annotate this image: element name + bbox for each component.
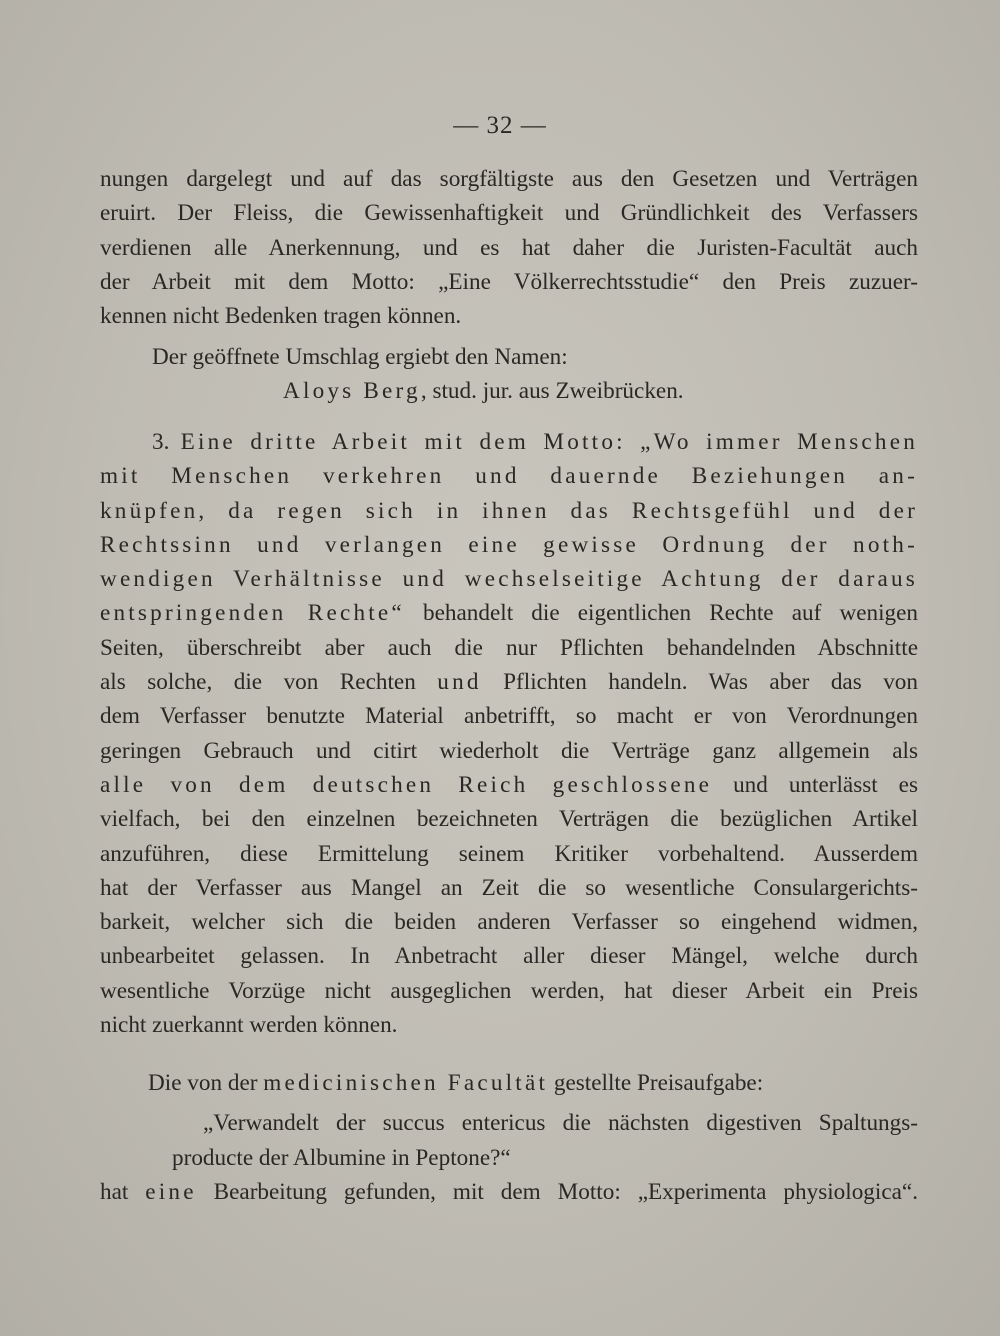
paragraph-4	[100, 1066, 918, 1209]
quote-line: producte der Albumine in Peptone?“	[172, 1144, 511, 1171]
text-segment-spaced: knüpfen, da regen sich in ihnen das Rechtsgefühl und der	[100, 497, 918, 524]
text-line	[100, 562, 918, 596]
text-segment: hat der Verfasser aus Mangel an Zeit die so wesentliche Consulargerichts-	[100, 874, 918, 901]
text-line	[100, 1175, 918, 1209]
text-segment: Die von der	[148, 1070, 264, 1096]
text-line	[100, 974, 918, 1008]
text-segment-spaced: eine	[145, 1178, 197, 1205]
text-line	[100, 459, 918, 493]
text-segment: als solche, die von Rechten	[100, 669, 438, 696]
text-segment: barkeit, welcher sich die beiden anderen Verfasser so eingehend widmen,	[100, 909, 918, 936]
text-segment: unbearbeitet gelassen. In Anbetracht aller dieser Mängel, welche durch	[100, 943, 918, 970]
text-line	[100, 494, 918, 528]
text-segment: Bearbeitung gefunden, mit dem Motto: „Experimenta physiologica“.	[196, 1178, 918, 1205]
paragraph-2	[100, 340, 918, 409]
faculty-name: medicinischen Facultät	[263, 1070, 549, 1096]
text-segment-spaced: alle von dem deutschen Reich geschlossene	[100, 771, 713, 798]
text-line: kennen nicht Bedenken tragen können.	[100, 303, 462, 330]
text-segment: Seiten, überschreibt aber auch die nur Pflichten behandelnden Abschnitte	[100, 634, 918, 661]
text-segment-spaced: mit Menschen verkehren und dauernde Beziehungen an-	[100, 463, 918, 490]
text-line	[100, 425, 918, 459]
text-line	[100, 665, 918, 699]
text-line	[100, 699, 918, 733]
text-segment: 3.	[152, 429, 181, 455]
text-segment-spaced: und	[437, 669, 482, 696]
text-segment: nicht zuerkannt werden können.	[100, 1012, 398, 1039]
quote-line: „Verwandelt der succus entericus die nächsten digestiven Spaltungs-	[203, 1110, 918, 1137]
text-line	[100, 1066, 918, 1100]
text-line: der Arbeit mit dem Motto: „Eine Völkerrechtsstudie“ den Preis zuzuer-	[100, 268, 918, 295]
text-line: nungen dargelegt und auf das sorgfältigste aus den Gesetzen und Verträgen	[100, 166, 918, 192]
author-details: , stud. jur. aus Zweibrücken.	[420, 378, 684, 405]
text-line	[100, 734, 918, 768]
text-line	[100, 1008, 918, 1042]
text-line: Der geöffnete Umschlag ergiebt den Namen:	[152, 344, 568, 370]
text-line	[100, 631, 918, 665]
page-number: — 32 —	[453, 112, 547, 139]
author-name: Aloys Berg	[283, 378, 421, 405]
text-segment: Pflichten handeln. Was aber das von	[481, 669, 918, 696]
text-line	[100, 528, 918, 562]
text-line: verdienen alle Anerkennung, und es hat daher die Juristen-Facultät auch	[100, 234, 918, 261]
text-segment-spaced: wendigen Verhältnisse und wechselseitige Achtung der daraus	[100, 566, 918, 593]
text-segment: wesentliche Vorzüge nicht ausgeglichen werden, hat dieser Arbeit ein Preis	[100, 977, 918, 1004]
text-line	[100, 837, 918, 871]
text-segment: gestellte Preisaufgabe:	[548, 1070, 764, 1096]
text-segment-spaced: entspringenden Rechte“	[100, 600, 405, 627]
text-segment: dem Verfasser benutzte Material anbetrifft, so macht er von Verordnungen	[100, 703, 918, 730]
text-line	[100, 905, 918, 939]
text-segment: behandelt die eigentlichen Rechte auf wenigen	[404, 600, 919, 627]
text-segment: hat	[100, 1178, 146, 1205]
text-line	[100, 802, 918, 836]
paragraph-1	[100, 162, 918, 333]
text-segment: vielfach, bei den einzelnen bezeichneten Verträgen die bezüglichen Artikel	[100, 806, 918, 833]
text-segment: und unterlässt es	[712, 771, 918, 798]
text-line	[100, 871, 918, 905]
text-segment: anzuführen, diese Ermittelung seinem Kritiker vorbehaltend. Ausserdem	[100, 840, 918, 867]
text-line	[100, 768, 918, 802]
paragraph-3	[100, 425, 918, 1042]
text-line	[100, 939, 918, 973]
text-line: eruirt. Der Fleiss, die Gewissenhaftigkeit und Gründlichkeit des Verfassers	[100, 200, 918, 227]
author-line	[100, 374, 918, 408]
text-line	[100, 596, 918, 630]
text-segment-spaced: Rechtssinn und verlangen eine gewisse Ordnung der noth-	[100, 531, 918, 558]
text-segment: geringen Gebrauch und citirt wiederholt die Verträge ganz allgemein als	[100, 737, 918, 764]
text-segment-spaced: Eine dritte Arbeit mit dem Motto: „Wo immer Menschen	[180, 429, 918, 455]
